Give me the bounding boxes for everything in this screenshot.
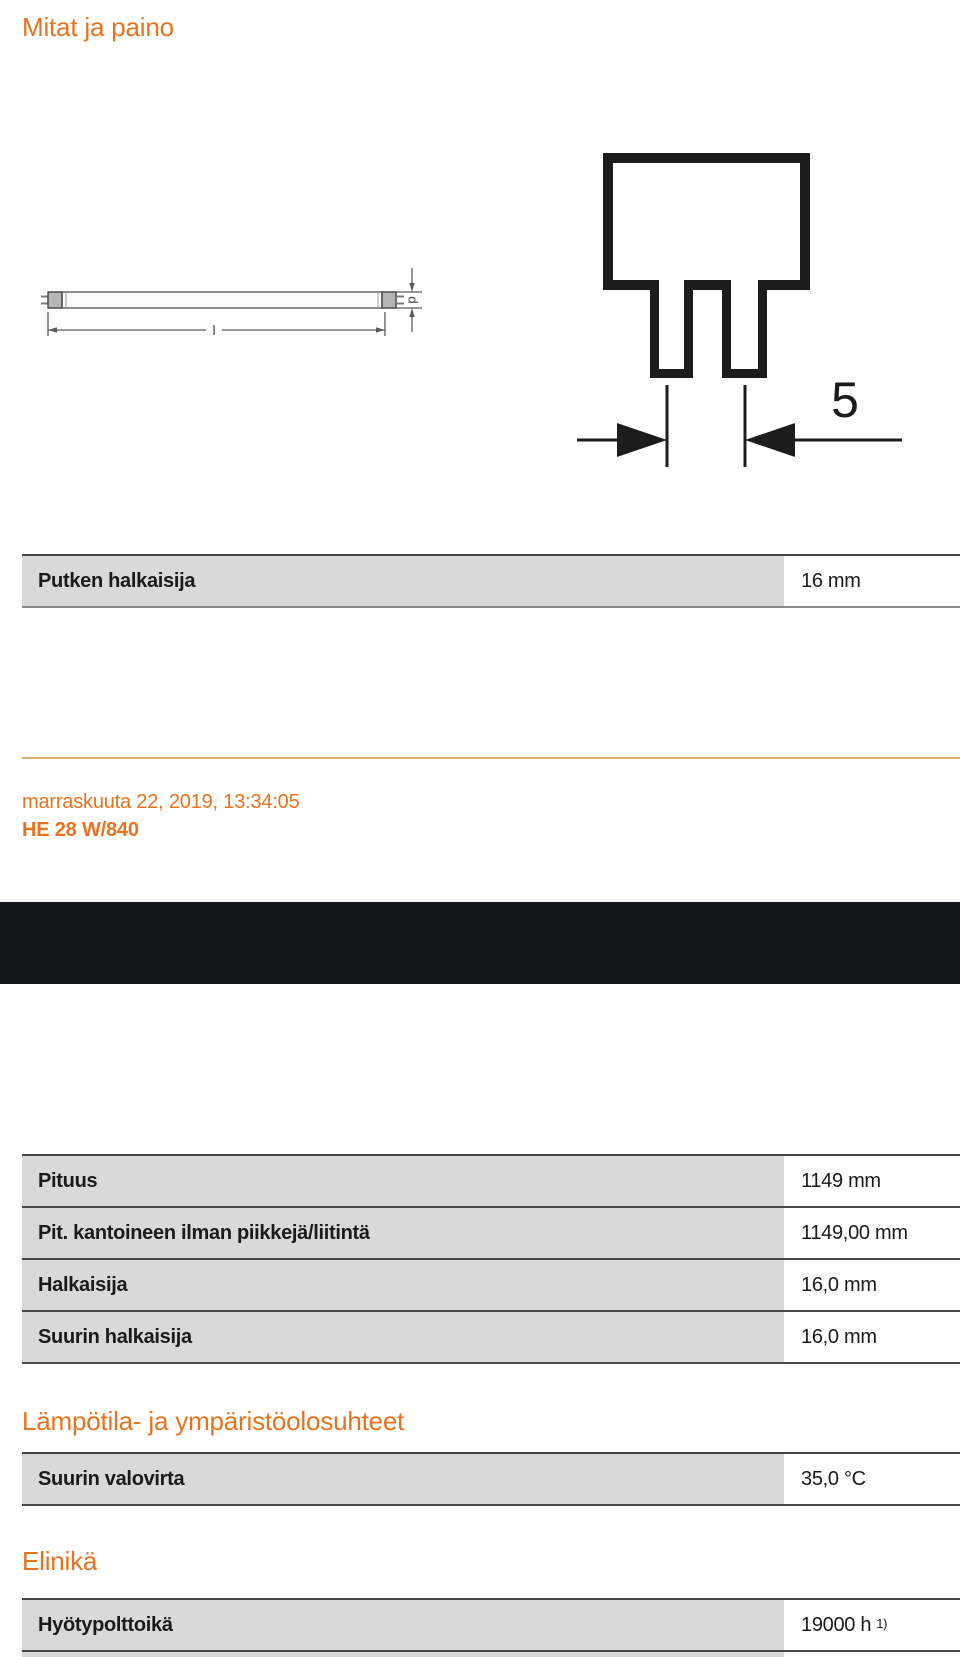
footnote-marker: 1) [876, 1615, 888, 1631]
table-row [22, 1454, 960, 1506]
timestamp: marraskuuta 22, 2019, 13:34:05 [22, 791, 300, 813]
pin-spacing-label: 5 [831, 372, 859, 428]
tube-diagram [30, 250, 440, 345]
banner-bar [0, 902, 960, 984]
lifespan-table [22, 1598, 960, 1652]
spec-label: Suurin halkaisija [22, 1312, 784, 1362]
spec-label: Hyötypolttoikä [22, 1600, 784, 1650]
spec-value: 16 mm [784, 556, 960, 606]
spec-value: 35,0 °C [784, 1454, 960, 1504]
table-row [22, 1312, 960, 1364]
section-divider [22, 757, 960, 759]
dimensions-table [22, 1154, 960, 1364]
table-row [22, 1260, 960, 1312]
table-row [22, 1600, 960, 1652]
product-name: HE 28 W/840 [22, 819, 139, 841]
spec-value-text: 19000 h [801, 1613, 872, 1636]
spec-value: 1149,00 mm [784, 1208, 960, 1258]
tube-spec-table [22, 554, 960, 608]
table-row [22, 556, 960, 608]
spec-value: 16,0 mm [784, 1312, 960, 1362]
spec-label: Pit. kantoineen ilman piikkejä/liitintä [22, 1208, 784, 1258]
spec-label: Pituus [22, 1156, 784, 1206]
table-row [22, 1156, 960, 1208]
page-title: Mitat ja paino [22, 12, 174, 42]
spec-label: Halkaisija [22, 1260, 784, 1310]
section-title-temperature: Lämpötila- ja ympäristöolosuhteet [22, 1406, 405, 1436]
base-pin-diagram [540, 130, 960, 470]
next-row-sliver [22, 1652, 784, 1657]
spec-value [784, 1600, 960, 1650]
section-title-lifespan: Elinikä [22, 1546, 98, 1576]
spec-value: 16,0 mm [784, 1260, 960, 1310]
table-row [22, 1208, 960, 1260]
spec-label: Putken halkaisija [22, 556, 784, 606]
spec-label: Suurin valovirta [22, 1454, 784, 1504]
temperature-table [22, 1452, 960, 1506]
tube-diameter-label: d [405, 296, 421, 304]
tube-length-label: l [212, 322, 216, 338]
spec-value: 1149 mm [784, 1156, 960, 1206]
